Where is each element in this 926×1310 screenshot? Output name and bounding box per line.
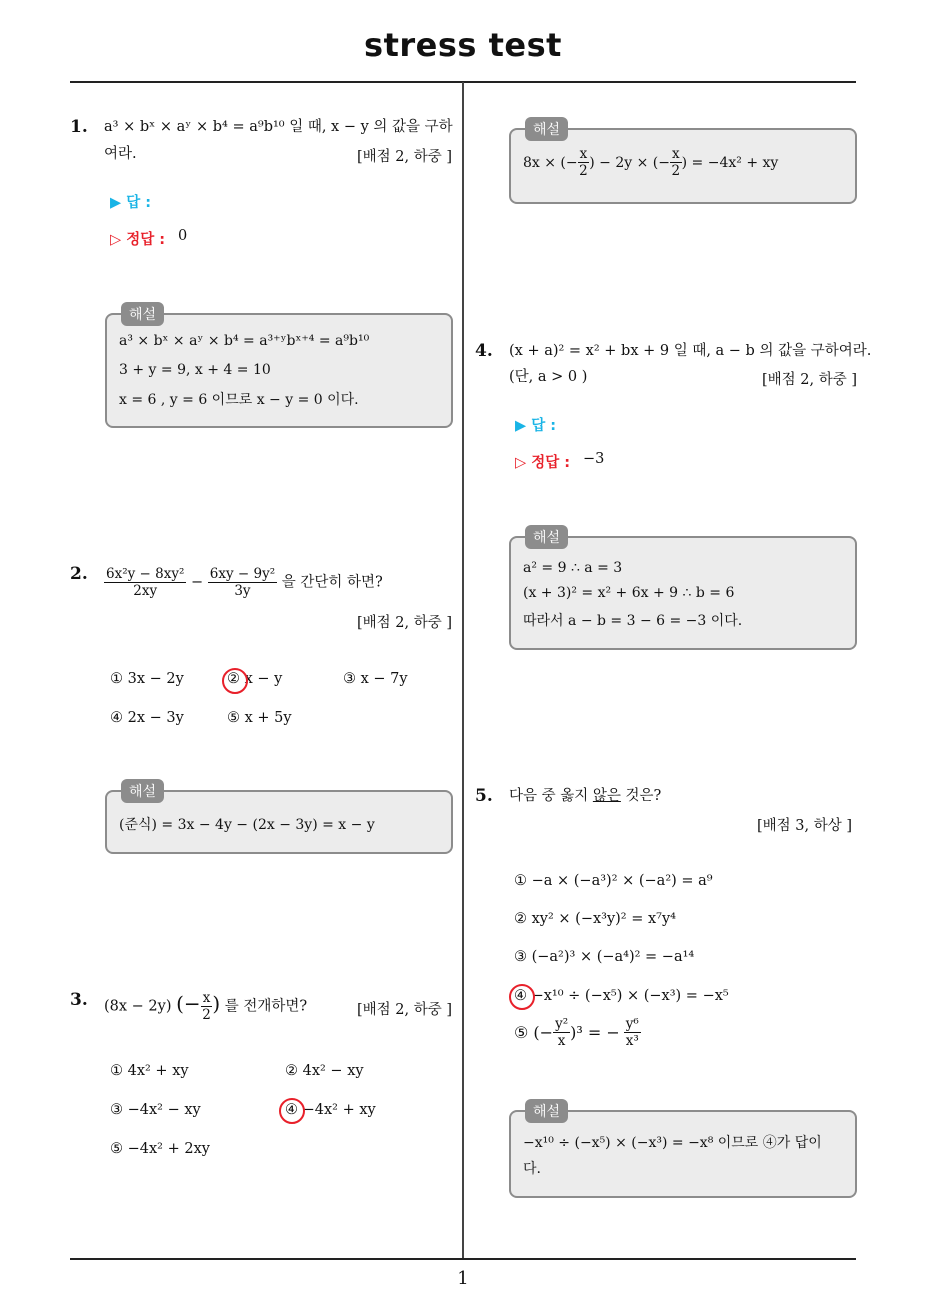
q5-number: 5. [475,786,493,806]
q2-points: [배점 2, 하중 ] [356,615,452,631]
q3-sol-line [523,146,778,179]
q2-frac1-num: 6x²y − 8xy² [106,566,185,582]
q3-sol-part: 8x × (− [523,154,578,171]
q1-answer-label: ▶ 답 : [110,195,152,211]
q3-choice[interactable]: ① 4x² + xy [110,1063,189,1079]
footer-divider [70,1258,856,1260]
q3-text: 를 전개하면? [224,998,308,1015]
q1-sol-line: x = 6 , y = 6 이므로 x − y = 0 이다. [119,392,359,408]
q5-c5-frac-den: x³ [625,1033,639,1049]
q3-points: [배점 2, 하중 ] [356,1002,452,1018]
q4-points: [배점 2, 하중 ] [761,372,857,388]
q3-fraction [201,990,213,1023]
q2-number: 2. [70,564,88,584]
q1-explanation-tag: 해설 [121,302,164,326]
q2-fraction-2 [208,566,277,599]
q4-sol-line: a² = 9 ∴ a = 3 [523,560,623,576]
q5-text-part: 것은? [620,788,662,804]
q1-sol-line: a³ × bˣ × aʸ × b⁴ = a³⁺ʸbˣ⁺⁴ = a⁹b¹⁰ [119,333,370,349]
q5-text [509,783,661,810]
q2-choice[interactable]: ② x − y [227,671,283,687]
q2-frac2-den: 3y [234,583,251,599]
q3-number: 3. [70,990,88,1010]
q3-frac-den: 2 [202,1007,211,1023]
q3-sol-part: ) = −4x² + xy [681,154,779,171]
page-title: stress test [364,26,562,64]
q3-sol-frac-den: 2 [579,163,588,179]
q5-choice[interactable]: ④ −x¹⁰ ÷ (−x⁵) × (−x³) = −x⁵ [514,988,729,1004]
q3-choice[interactable]: ③ −4x² − xy [110,1102,201,1118]
q3-explanation-box [509,122,857,204]
q3-sol-frac-den: 2 [671,163,681,179]
q5-choice[interactable]: ③ (−a²)³ × (−a⁴)² = −a¹⁴ [514,949,695,965]
q5-c5-frac-num: y² [555,1016,569,1032]
q5-choice[interactable]: ① −a × (−a³)² × (−a²) = a⁹ [514,873,713,889]
q1-line2: 여라. [104,146,137,162]
q2-frac2-num: 6xy − 9y² [209,566,276,582]
q2-choice[interactable]: ③ x − 7y [343,671,408,687]
q5-selected-mark [509,984,535,1010]
q2-frac1-den: 2xy [133,583,158,599]
q5-choice[interactable] [514,1016,641,1049]
q4-explanation-box [509,530,857,650]
q2-fraction-1 [104,566,186,599]
q5-text-part: 다음 중 옳지 [509,788,593,804]
q2-selected-mark [222,668,248,694]
q2-choice[interactable]: ① 3x − 2y [110,671,184,687]
q3-choice[interactable]: ② 4x² − xy [285,1063,364,1079]
column-divider [462,82,464,1260]
q4-line2: (단, a > 0 ) [509,369,588,385]
q5-text-underlined: 않은 [592,788,621,804]
q3-sol-frac [670,146,682,179]
q5-sol-line: −x¹⁰ ÷ (−x⁵) × (−x³) = −x⁸ 이므로 ④가 답이 [523,1135,822,1151]
q2-expression [104,566,383,599]
q5-c5-part: ⑤ (− [514,1023,554,1042]
q5-sol-line: 다. [523,1161,541,1177]
q5-c5-frac-num: y⁶ [625,1016,639,1032]
q3-expression [104,990,307,1023]
q5-c5-frac [553,1016,570,1049]
q2-text: 을 간단히 하면? [281,574,383,591]
q2-explanation-tag: 해설 [121,779,164,803]
q4-correct-value: −3 [583,451,605,467]
q3-explanation-tag: 해설 [525,117,568,141]
q1-correct-label: ▷ 정답 : [110,232,166,248]
q5-points: [배점 3, 하상 ] [756,818,852,834]
q3-prefix: (8x − 2y) [104,998,172,1015]
page-number: 1 [457,1268,469,1289]
q3-paren-open: (− [176,991,201,1016]
q3-sol-frac-num: x [672,146,680,162]
q2-explanation-box [105,784,453,854]
q5-explanation-box [509,1104,857,1198]
q3-selected-mark [279,1098,305,1124]
q2-sol-line: (준식) = 3x − 4y − (2x − 3y) = x − y [119,817,375,833]
q1-points: [배점 2, 하중 ] [356,149,452,165]
q5-c5-frac [624,1016,641,1049]
q3-sol-part: ) − 2y × (− [589,154,670,171]
q1-line1: a³ × bˣ × aʸ × b⁴ = a⁹b¹⁰ 일 때, x − y 의 값을 구하 [104,119,453,135]
q5-choice[interactable]: ② xy² × (−x³y)² = x⁷y⁴ [514,911,676,927]
q4-answer-label: ▶ 답 : [515,418,557,434]
q2-choice[interactable]: ④ 2x − 3y [110,710,184,726]
q5-c5-part: )³ = − [570,1023,620,1042]
q4-number: 4. [475,341,493,361]
q3-sol-frac-num: x [579,146,588,162]
q4-sol-line: 따라서 a − b = 3 − 6 = −3 이다. [523,613,743,629]
q4-line1: (x + a)² = x² + bx + 9 일 때, a − b 의 값을 구하여라. [509,343,872,359]
q3-sol-frac [578,146,590,179]
q4-explanation-tag: 해설 [525,525,568,549]
q4-sol-line: (x + 3)² = x² + 6x + 9 ∴ b = 6 [523,585,735,601]
q1-correct-value: 0 [178,228,188,244]
q3-paren-close: ) [212,991,221,1016]
q2-minus: − [191,574,204,591]
q5-c5-frac-den: x [557,1033,566,1049]
q2-choice[interactable]: ⑤ x + 5y [227,710,292,726]
q1-number: 1. [70,117,88,137]
q1-explanation-box [105,307,453,428]
q3-choice[interactable]: ⑤ −4x² + 2xy [110,1141,210,1157]
q1-sol-line: 3 + y = 9, x + 4 = 10 [119,362,271,378]
q5-explanation-tag: 해설 [525,1099,568,1123]
q3-choice[interactable]: ④ −4x² + xy [285,1102,376,1118]
q3-frac-num: x [202,990,211,1006]
q4-correct-label: ▷ 정답 : [515,455,571,471]
